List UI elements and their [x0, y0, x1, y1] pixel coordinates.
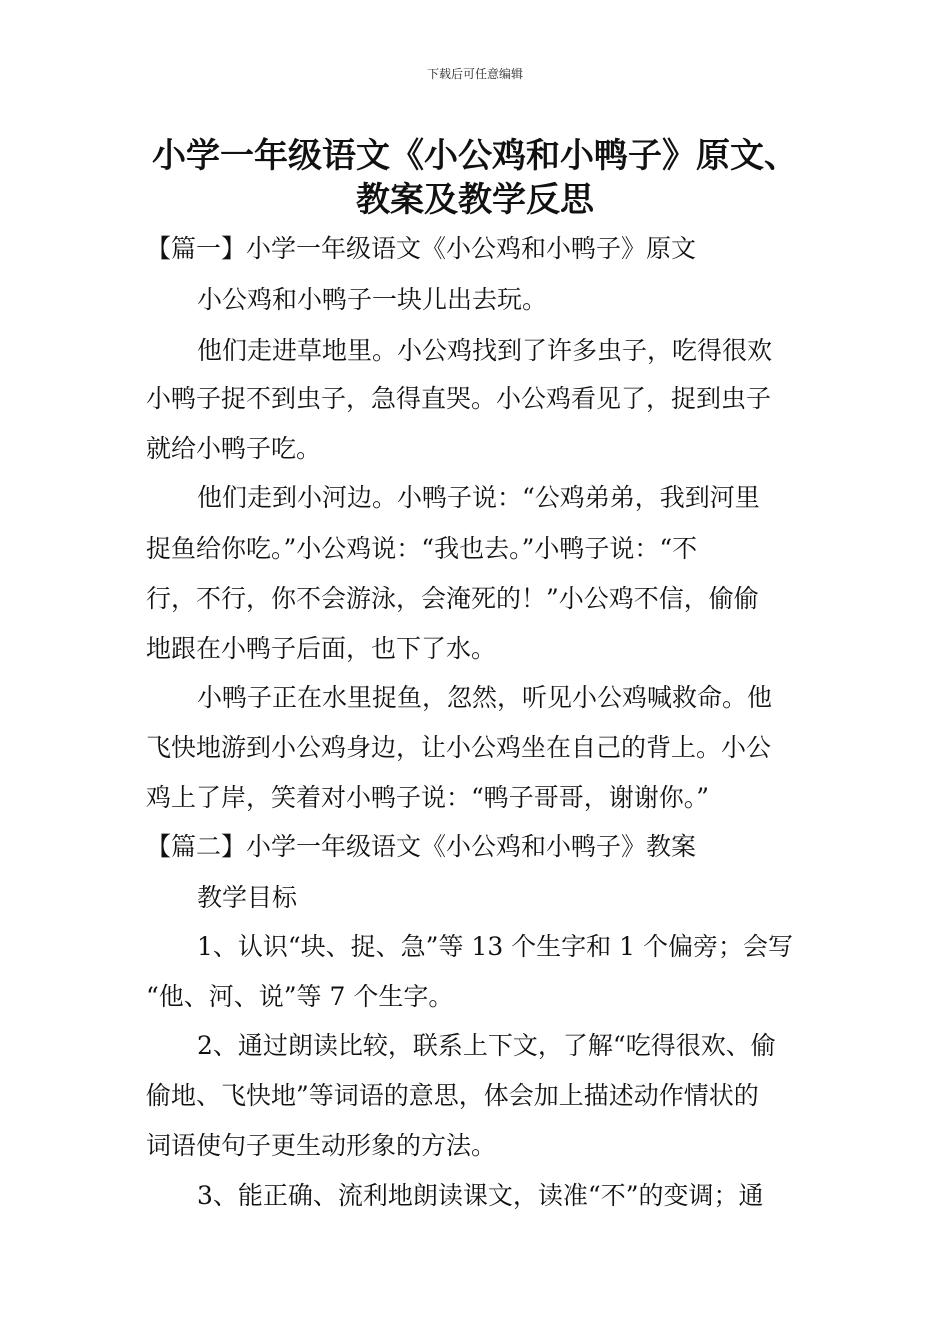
paragraph-line: 就给小鸭子吃。 [146, 434, 322, 463]
paragraph-line: 行，不行，你不会游泳，会淹死的！”小公鸡不信，偷偷 [146, 584, 759, 613]
section-heading-part-1: 【篇一】小学一年级语文《小公鸡和小鸭子》原文 [146, 234, 697, 263]
paragraph-line: 地跟在小鸭子后面，也下了水。 [146, 634, 497, 663]
paragraph-line: 偷地、飞快地”等词语的意思，体会加上描述动作情状的 [146, 1081, 759, 1110]
paragraph-line: 小公鸡和小鸭子一块儿出去玩。 [197, 285, 548, 314]
document-title-line-2: 教案及教学反思 [356, 180, 594, 220]
paragraph-line: 词语使句子更生动形象的方法。 [146, 1131, 497, 1160]
paragraph-line: 鸡上了岸，笑着对小鸭子说：“鸭子哥哥，谢谢你。” [146, 783, 710, 812]
paragraph-line: 1、认识“块、捉、急”等 13 个生字和 1 个偏旁；会写 [197, 932, 793, 961]
paragraph-line: 小鸭子正在水里捉鱼，忽然，听见小公鸡喊救命。他 [197, 683, 773, 712]
paragraph-line: 他们走进草地里。小公鸡找到了许多虫子，吃得很欢 [197, 336, 773, 365]
paragraph-line: 飞快地游到小公鸡身边，让小公鸡坐在自己的背上。小公 [146, 733, 772, 762]
header-note: 下载后可任意编辑 [426, 67, 523, 81]
paragraph-line: 小鸭子捉不到虫子，急得直哭。小公鸡看见了，捉到虫子 [146, 384, 772, 413]
section-heading-part-2: 【篇二】小学一年级语文《小公鸡和小鸭子》教案 [146, 832, 697, 861]
subheading-teaching-goals: 教学目标 [197, 883, 298, 912]
paragraph-line: 2、通过朗读比较，联系上下文，了解“吃得很欢、偷 [197, 1031, 776, 1060]
paragraph-line: 3、能正确、流利地朗读课文，读准“不”的变调；通 [197, 1181, 764, 1210]
document-title-line-1: 小学一年级语文《小公鸡和小鸭子》原文、 [152, 136, 798, 176]
paragraph-line: 捉鱼给你吃。”小公鸡说：“我也去。”小鸭子说：“不 [146, 534, 698, 563]
paragraph-line: 他们走到小河边。小鸭子说：“公鸡弟弟，我到河里 [197, 483, 760, 512]
paragraph-line: “他、河、说”等 7 个生字。 [146, 982, 454, 1011]
